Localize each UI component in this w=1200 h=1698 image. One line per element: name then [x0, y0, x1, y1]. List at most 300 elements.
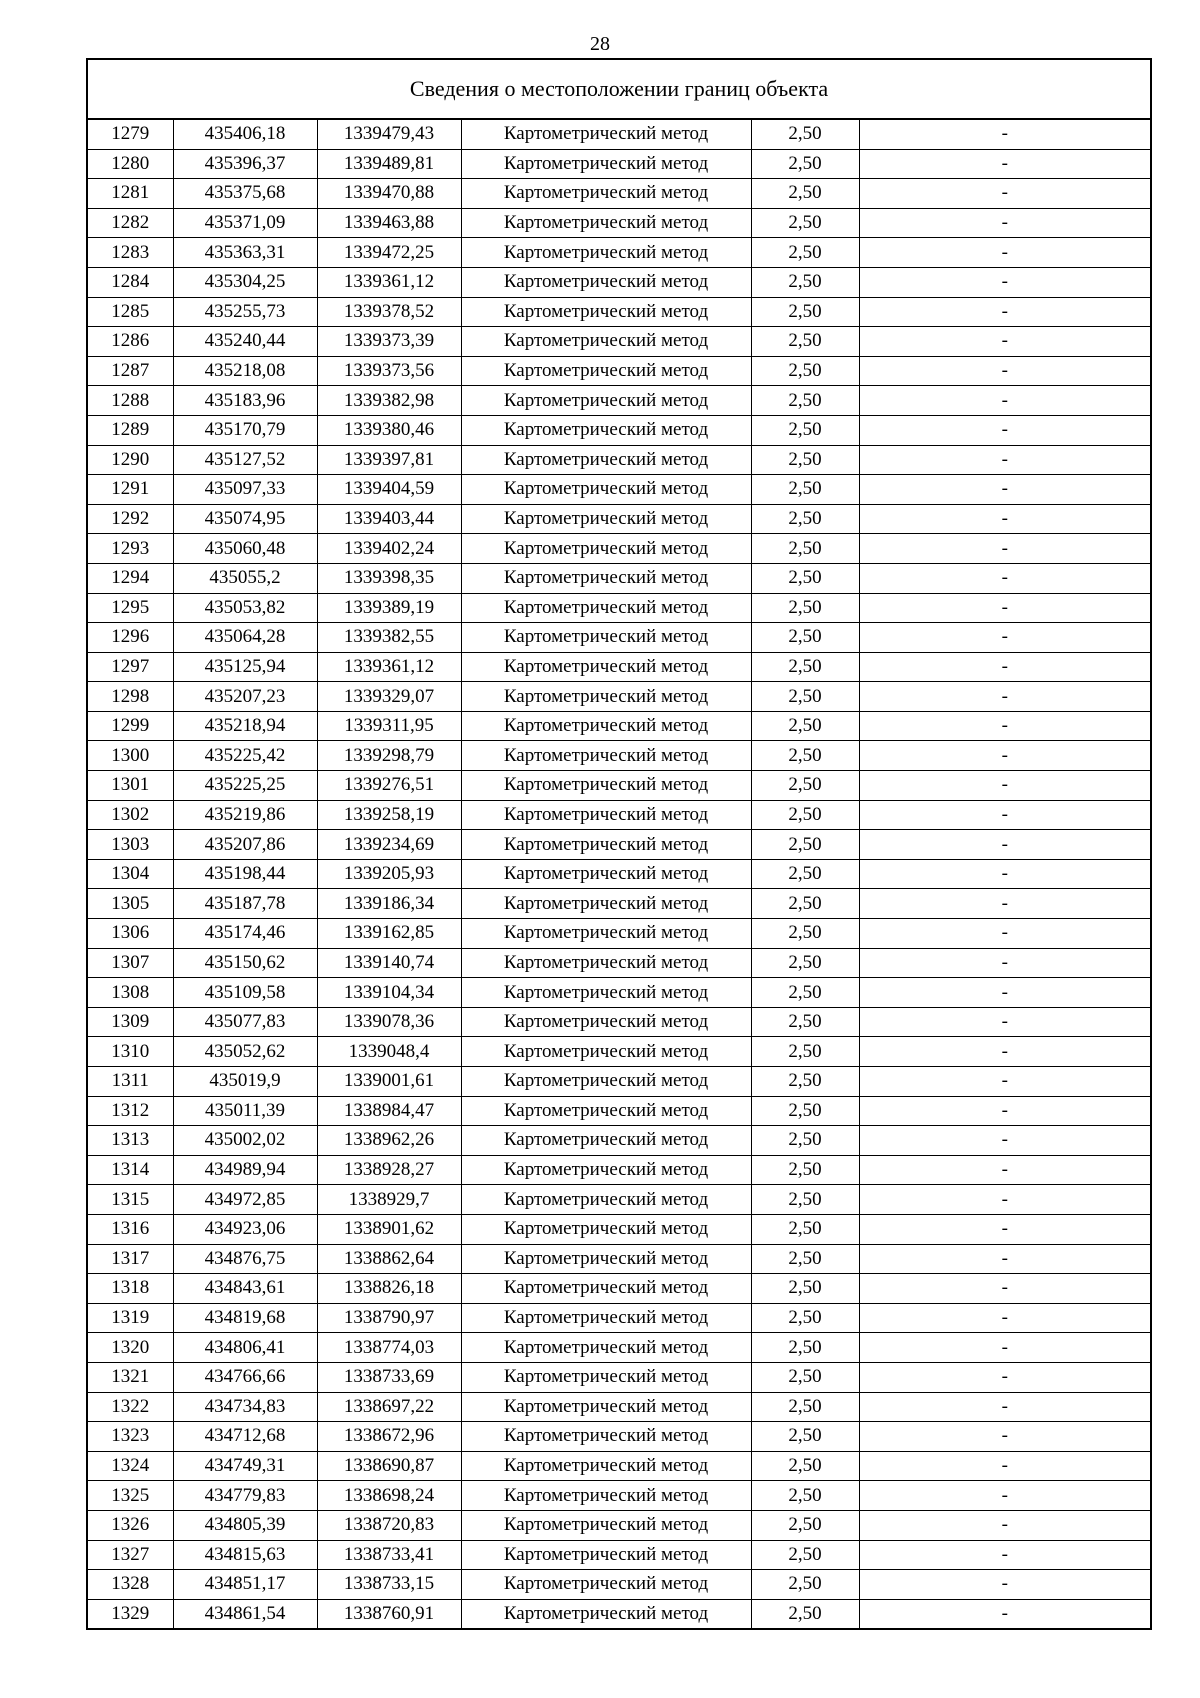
- table-row: [87, 208, 1151, 238]
- table-row: [87, 475, 1151, 505]
- table-row: [87, 504, 1151, 534]
- table-row: [87, 771, 1151, 801]
- accuracy-cell: 2,50: [751, 1392, 859, 1422]
- accuracy-cell: 2,50: [751, 652, 859, 682]
- y-coordinate-cell: 1339402,24: [317, 534, 461, 564]
- y-coordinate-cell: 1339373,39: [317, 327, 461, 357]
- x-coordinate-cell: 435371,09: [173, 208, 317, 238]
- y-coordinate-cell: 1338790,97: [317, 1303, 461, 1333]
- accuracy-cell: 2,50: [751, 1185, 859, 1215]
- x-coordinate-cell: 435406,18: [173, 119, 317, 149]
- x-coordinate-cell: 435218,08: [173, 356, 317, 386]
- method-cell: Картометрический метод: [461, 475, 751, 505]
- accuracy-cell: 2,50: [751, 623, 859, 653]
- point-number-cell: 1282: [87, 208, 173, 238]
- y-coordinate-cell: 1338733,15: [317, 1570, 461, 1600]
- accuracy-cell: 2,50: [751, 1274, 859, 1304]
- point-number-cell: 1322: [87, 1392, 173, 1422]
- method-cell: Картометрический метод: [461, 741, 751, 771]
- point-number-cell: 1299: [87, 711, 173, 741]
- method-cell: Картометрический метод: [461, 119, 751, 149]
- method-cell: Картометрический метод: [461, 534, 751, 564]
- x-coordinate-cell: 434861,54: [173, 1599, 317, 1629]
- description-cell: -: [859, 356, 1151, 386]
- method-cell: Картометрический метод: [461, 267, 751, 297]
- table-row: [87, 1067, 1151, 1097]
- table-row: [87, 149, 1151, 179]
- table-row: [87, 978, 1151, 1008]
- method-cell: Картометрический метод: [461, 238, 751, 268]
- table-row: [87, 830, 1151, 860]
- description-cell: -: [859, 711, 1151, 741]
- table-row: [87, 1599, 1151, 1629]
- boundary-table: [86, 58, 1152, 1630]
- y-coordinate-cell: 1338929,7: [317, 1185, 461, 1215]
- accuracy-cell: 2,50: [751, 1540, 859, 1570]
- y-coordinate-cell: 1339380,46: [317, 415, 461, 445]
- x-coordinate-cell: 435053,82: [173, 593, 317, 623]
- method-cell: Картометрический метод: [461, 1244, 751, 1274]
- accuracy-cell: 2,50: [751, 889, 859, 919]
- point-number-cell: 1298: [87, 682, 173, 712]
- accuracy-cell: 2,50: [751, 1244, 859, 1274]
- description-cell: -: [859, 771, 1151, 801]
- description-cell: -: [859, 534, 1151, 564]
- point-number-cell: 1324: [87, 1451, 173, 1481]
- method-cell: Картометрический метод: [461, 386, 751, 416]
- point-number-cell: 1308: [87, 978, 173, 1008]
- description-cell: -: [859, 504, 1151, 534]
- x-coordinate-cell: 435060,48: [173, 534, 317, 564]
- y-coordinate-cell: 1339205,93: [317, 859, 461, 889]
- method-cell: Картометрический метод: [461, 1599, 751, 1629]
- y-coordinate-cell: 1339389,19: [317, 593, 461, 623]
- x-coordinate-cell: 435074,95: [173, 504, 317, 534]
- table-row: [87, 1155, 1151, 1185]
- method-cell: Картометрический метод: [461, 1333, 751, 1363]
- y-coordinate-cell: 1338774,03: [317, 1333, 461, 1363]
- accuracy-cell: 2,50: [751, 238, 859, 268]
- description-cell: -: [859, 919, 1151, 949]
- point-number-cell: 1289: [87, 415, 173, 445]
- y-coordinate-cell: 1338928,27: [317, 1155, 461, 1185]
- method-cell: Картометрический метод: [461, 356, 751, 386]
- y-coordinate-cell: 1338962,26: [317, 1126, 461, 1156]
- method-cell: Картометрический метод: [461, 1510, 751, 1540]
- description-cell: -: [859, 208, 1151, 238]
- x-coordinate-cell: 435011,39: [173, 1096, 317, 1126]
- y-coordinate-cell: 1339479,43: [317, 119, 461, 149]
- x-coordinate-cell: 434972,85: [173, 1185, 317, 1215]
- method-cell: Картометрический метод: [461, 1185, 751, 1215]
- y-coordinate-cell: 1339298,79: [317, 741, 461, 771]
- table-row: [87, 652, 1151, 682]
- method-cell: Картометрический метод: [461, 1274, 751, 1304]
- table-row: [87, 1126, 1151, 1156]
- table-row: [87, 297, 1151, 327]
- y-coordinate-cell: 1338690,87: [317, 1451, 461, 1481]
- x-coordinate-cell: 434989,94: [173, 1155, 317, 1185]
- table-row: [87, 1570, 1151, 1600]
- method-cell: Картометрический метод: [461, 504, 751, 534]
- method-cell: Картометрический метод: [461, 978, 751, 1008]
- accuracy-cell: 2,50: [751, 1362, 859, 1392]
- accuracy-cell: 2,50: [751, 830, 859, 860]
- method-cell: Картометрический метод: [461, 859, 751, 889]
- x-coordinate-cell: 435109,58: [173, 978, 317, 1008]
- y-coordinate-cell: 1339361,12: [317, 267, 461, 297]
- x-coordinate-cell: 435052,62: [173, 1037, 317, 1067]
- description-cell: -: [859, 1274, 1151, 1304]
- point-number-cell: 1328: [87, 1570, 173, 1600]
- point-number-cell: 1325: [87, 1481, 173, 1511]
- point-number-cell: 1313: [87, 1126, 173, 1156]
- table-row: [87, 1422, 1151, 1452]
- x-coordinate-cell: 434923,06: [173, 1214, 317, 1244]
- accuracy-cell: 2,50: [751, 563, 859, 593]
- description-cell: -: [859, 1392, 1151, 1422]
- y-coordinate-cell: 1339403,44: [317, 504, 461, 534]
- method-cell: Картометрический метод: [461, 1451, 751, 1481]
- description-cell: -: [859, 327, 1151, 357]
- y-coordinate-cell: 1339463,88: [317, 208, 461, 238]
- description-cell: -: [859, 119, 1151, 149]
- table-row: [87, 948, 1151, 978]
- accuracy-cell: 2,50: [751, 1599, 859, 1629]
- table-row: [87, 1392, 1151, 1422]
- description-cell: -: [859, 593, 1151, 623]
- method-cell: Картометрический метод: [461, 1540, 751, 1570]
- accuracy-cell: 2,50: [751, 948, 859, 978]
- point-number-cell: 1283: [87, 238, 173, 268]
- point-number-cell: 1297: [87, 652, 173, 682]
- table-row: [87, 179, 1151, 209]
- accuracy-cell: 2,50: [751, 327, 859, 357]
- point-number-cell: 1320: [87, 1333, 173, 1363]
- table-row: [87, 1007, 1151, 1037]
- point-number-cell: 1311: [87, 1067, 173, 1097]
- table-row: [87, 711, 1151, 741]
- accuracy-cell: 2,50: [751, 1096, 859, 1126]
- method-cell: Картометрический метод: [461, 800, 751, 830]
- method-cell: Картометрический метод: [461, 652, 751, 682]
- accuracy-cell: 2,50: [751, 1007, 859, 1037]
- y-coordinate-cell: 1338720,83: [317, 1510, 461, 1540]
- point-number-cell: 1326: [87, 1510, 173, 1540]
- description-cell: -: [859, 1185, 1151, 1215]
- x-coordinate-cell: 435064,28: [173, 623, 317, 653]
- point-number-cell: 1304: [87, 859, 173, 889]
- method-cell: Картометрический метод: [461, 445, 751, 475]
- y-coordinate-cell: 1338733,41: [317, 1540, 461, 1570]
- table-body: [87, 59, 1151, 1629]
- x-coordinate-cell: 435255,73: [173, 297, 317, 327]
- point-number-cell: 1321: [87, 1362, 173, 1392]
- table-row: [87, 593, 1151, 623]
- table-row: [87, 1244, 1151, 1274]
- accuracy-cell: 2,50: [751, 978, 859, 1008]
- x-coordinate-cell: 435077,83: [173, 1007, 317, 1037]
- point-number-cell: 1314: [87, 1155, 173, 1185]
- x-coordinate-cell: 435240,44: [173, 327, 317, 357]
- method-cell: Картометрический метод: [461, 563, 751, 593]
- table-row: [87, 1096, 1151, 1126]
- method-cell: Картометрический метод: [461, 711, 751, 741]
- accuracy-cell: 2,50: [751, 1214, 859, 1244]
- method-cell: Картометрический метод: [461, 948, 751, 978]
- method-cell: Картометрический метод: [461, 593, 751, 623]
- accuracy-cell: 2,50: [751, 1570, 859, 1600]
- x-coordinate-cell: 435207,86: [173, 830, 317, 860]
- y-coordinate-cell: 1339258,19: [317, 800, 461, 830]
- y-coordinate-cell: 1339398,35: [317, 563, 461, 593]
- y-coordinate-cell: 1339001,61: [317, 1067, 461, 1097]
- x-coordinate-cell: 434766,66: [173, 1362, 317, 1392]
- point-number-cell: 1287: [87, 356, 173, 386]
- y-coordinate-cell: 1339048,4: [317, 1037, 461, 1067]
- table-row: [87, 238, 1151, 268]
- description-cell: -: [859, 1037, 1151, 1067]
- description-cell: -: [859, 1599, 1151, 1629]
- x-coordinate-cell: 434819,68: [173, 1303, 317, 1333]
- method-cell: Картометрический метод: [461, 1214, 751, 1244]
- y-coordinate-cell: 1339140,74: [317, 948, 461, 978]
- method-cell: Картометрический метод: [461, 1392, 751, 1422]
- description-cell: -: [859, 1096, 1151, 1126]
- y-coordinate-cell: 1339078,36: [317, 1007, 461, 1037]
- method-cell: Картометрический метод: [461, 1067, 751, 1097]
- x-coordinate-cell: 435125,94: [173, 652, 317, 682]
- point-number-cell: 1279: [87, 119, 173, 149]
- accuracy-cell: 2,50: [751, 1481, 859, 1511]
- y-coordinate-cell: 1339186,34: [317, 889, 461, 919]
- x-coordinate-cell: 435170,79: [173, 415, 317, 445]
- x-coordinate-cell: 435198,44: [173, 859, 317, 889]
- y-coordinate-cell: 1338862,64: [317, 1244, 461, 1274]
- method-cell: Картометрический метод: [461, 1570, 751, 1600]
- y-coordinate-cell: 1339404,59: [317, 475, 461, 505]
- accuracy-cell: 2,50: [751, 1037, 859, 1067]
- y-coordinate-cell: 1339361,12: [317, 652, 461, 682]
- accuracy-cell: 2,50: [751, 771, 859, 801]
- description-cell: -: [859, 978, 1151, 1008]
- accuracy-cell: 2,50: [751, 504, 859, 534]
- y-coordinate-cell: 1339382,98: [317, 386, 461, 416]
- table-row: [87, 623, 1151, 653]
- table-row: [87, 741, 1151, 771]
- description-cell: -: [859, 1451, 1151, 1481]
- point-number-cell: 1281: [87, 179, 173, 209]
- accuracy-cell: 2,50: [751, 711, 859, 741]
- point-number-cell: 1296: [87, 623, 173, 653]
- description-cell: -: [859, 1244, 1151, 1274]
- method-cell: Картометрический метод: [461, 1303, 751, 1333]
- x-coordinate-cell: 435174,46: [173, 919, 317, 949]
- table-row: [87, 1333, 1151, 1363]
- description-cell: -: [859, 1067, 1151, 1097]
- table-row: [87, 682, 1151, 712]
- table-row: [87, 1362, 1151, 1392]
- x-coordinate-cell: 435127,52: [173, 445, 317, 475]
- table-row: [87, 889, 1151, 919]
- point-number-cell: 1317: [87, 1244, 173, 1274]
- method-cell: Картометрический метод: [461, 1007, 751, 1037]
- y-coordinate-cell: 1339470,88: [317, 179, 461, 209]
- y-coordinate-cell: 1338984,47: [317, 1096, 461, 1126]
- description-cell: -: [859, 149, 1151, 179]
- description-cell: -: [859, 445, 1151, 475]
- description-cell: -: [859, 1422, 1151, 1452]
- accuracy-cell: 2,50: [751, 1126, 859, 1156]
- y-coordinate-cell: 1338698,24: [317, 1481, 461, 1511]
- x-coordinate-cell: 435304,25: [173, 267, 317, 297]
- description-cell: -: [859, 386, 1151, 416]
- point-number-cell: 1291: [87, 475, 173, 505]
- table-row: [87, 267, 1151, 297]
- table-row: [87, 563, 1151, 593]
- y-coordinate-cell: 1338697,22: [317, 1392, 461, 1422]
- point-number-cell: 1312: [87, 1096, 173, 1126]
- accuracy-cell: 2,50: [751, 593, 859, 623]
- method-cell: Картометрический метод: [461, 1126, 751, 1156]
- method-cell: Картометрический метод: [461, 889, 751, 919]
- description-cell: -: [859, 1540, 1151, 1570]
- x-coordinate-cell: 435150,62: [173, 948, 317, 978]
- x-coordinate-cell: 435187,78: [173, 889, 317, 919]
- description-cell: -: [859, 475, 1151, 505]
- y-coordinate-cell: 1338901,62: [317, 1214, 461, 1244]
- table-row: [87, 356, 1151, 386]
- method-cell: Картометрический метод: [461, 415, 751, 445]
- point-number-cell: 1293: [87, 534, 173, 564]
- description-cell: -: [859, 682, 1151, 712]
- method-cell: Картометрический метод: [461, 1037, 751, 1067]
- y-coordinate-cell: 1339329,07: [317, 682, 461, 712]
- accuracy-cell: 2,50: [751, 386, 859, 416]
- description-cell: -: [859, 859, 1151, 889]
- description-cell: -: [859, 1362, 1151, 1392]
- x-coordinate-cell: 435219,86: [173, 800, 317, 830]
- accuracy-cell: 2,50: [751, 179, 859, 209]
- point-number-cell: 1319: [87, 1303, 173, 1333]
- accuracy-cell: 2,50: [751, 741, 859, 771]
- table-row: [87, 1037, 1151, 1067]
- y-coordinate-cell: 1339276,51: [317, 771, 461, 801]
- table-row: [87, 1451, 1151, 1481]
- x-coordinate-cell: 434805,39: [173, 1510, 317, 1540]
- table-row: [87, 1540, 1151, 1570]
- y-coordinate-cell: 1339397,81: [317, 445, 461, 475]
- method-cell: Картометрический метод: [461, 1481, 751, 1511]
- point-number-cell: 1315: [87, 1185, 173, 1215]
- x-coordinate-cell: 435375,68: [173, 179, 317, 209]
- y-coordinate-cell: 1339472,25: [317, 238, 461, 268]
- y-coordinate-cell: 1338672,96: [317, 1422, 461, 1452]
- method-cell: Картометрический метод: [461, 1155, 751, 1185]
- page-number: 28: [590, 33, 610, 55]
- accuracy-cell: 2,50: [751, 534, 859, 564]
- table-title: Сведения о местоположении границ объекта: [87, 59, 1151, 119]
- accuracy-cell: 2,50: [751, 267, 859, 297]
- description-cell: -: [859, 830, 1151, 860]
- table-row: [87, 534, 1151, 564]
- y-coordinate-cell: 1338733,69: [317, 1362, 461, 1392]
- description-cell: -: [859, 415, 1151, 445]
- table-row: [87, 415, 1151, 445]
- method-cell: Картометрический метод: [461, 682, 751, 712]
- table-row: [87, 919, 1151, 949]
- point-number-cell: 1329: [87, 1599, 173, 1629]
- table-row: [87, 1274, 1151, 1304]
- method-cell: Картометрический метод: [461, 919, 751, 949]
- accuracy-cell: 2,50: [751, 1155, 859, 1185]
- method-cell: Картометрический метод: [461, 297, 751, 327]
- point-number-cell: 1323: [87, 1422, 173, 1452]
- y-coordinate-cell: 1338826,18: [317, 1274, 461, 1304]
- accuracy-cell: 2,50: [751, 800, 859, 830]
- y-coordinate-cell: 1339104,34: [317, 978, 461, 1008]
- accuracy-cell: 2,50: [751, 1333, 859, 1363]
- point-number-cell: 1290: [87, 445, 173, 475]
- accuracy-cell: 2,50: [751, 445, 859, 475]
- accuracy-cell: 2,50: [751, 1303, 859, 1333]
- point-number-cell: 1294: [87, 563, 173, 593]
- method-cell: Картометрический метод: [461, 179, 751, 209]
- method-cell: Картометрический метод: [461, 1422, 751, 1452]
- description-cell: -: [859, 267, 1151, 297]
- method-cell: Картометрический метод: [461, 327, 751, 357]
- table-row: [87, 1303, 1151, 1333]
- point-number-cell: 1284: [87, 267, 173, 297]
- description-cell: -: [859, 652, 1151, 682]
- x-coordinate-cell: 434815,63: [173, 1540, 317, 1570]
- x-coordinate-cell: 434712,68: [173, 1422, 317, 1452]
- table-row: [87, 386, 1151, 416]
- description-cell: -: [859, 297, 1151, 327]
- point-number-cell: 1303: [87, 830, 173, 860]
- table-row: [87, 1510, 1151, 1540]
- x-coordinate-cell: 435396,37: [173, 149, 317, 179]
- accuracy-cell: 2,50: [751, 1510, 859, 1540]
- method-cell: Картометрический метод: [461, 1096, 751, 1126]
- point-number-cell: 1300: [87, 741, 173, 771]
- description-cell: -: [859, 563, 1151, 593]
- table-row: [87, 327, 1151, 357]
- method-cell: Картометрический метод: [461, 830, 751, 860]
- x-coordinate-cell: 434779,83: [173, 1481, 317, 1511]
- x-coordinate-cell: 435225,25: [173, 771, 317, 801]
- accuracy-cell: 2,50: [751, 415, 859, 445]
- accuracy-cell: 2,50: [751, 1451, 859, 1481]
- method-cell: Картометрический метод: [461, 149, 751, 179]
- table-row: [87, 1481, 1151, 1511]
- y-coordinate-cell: 1339234,69: [317, 830, 461, 860]
- x-coordinate-cell: 435183,96: [173, 386, 317, 416]
- x-coordinate-cell: 435097,33: [173, 475, 317, 505]
- point-number-cell: 1306: [87, 919, 173, 949]
- accuracy-cell: 2,50: [751, 859, 859, 889]
- y-coordinate-cell: 1339489,81: [317, 149, 461, 179]
- description-cell: -: [859, 1481, 1151, 1511]
- accuracy-cell: 2,50: [751, 208, 859, 238]
- description-cell: -: [859, 800, 1151, 830]
- point-number-cell: 1292: [87, 504, 173, 534]
- accuracy-cell: 2,50: [751, 682, 859, 712]
- point-number-cell: 1307: [87, 948, 173, 978]
- method-cell: Картометрический метод: [461, 208, 751, 238]
- point-number-cell: 1301: [87, 771, 173, 801]
- x-coordinate-cell: 434806,41: [173, 1333, 317, 1363]
